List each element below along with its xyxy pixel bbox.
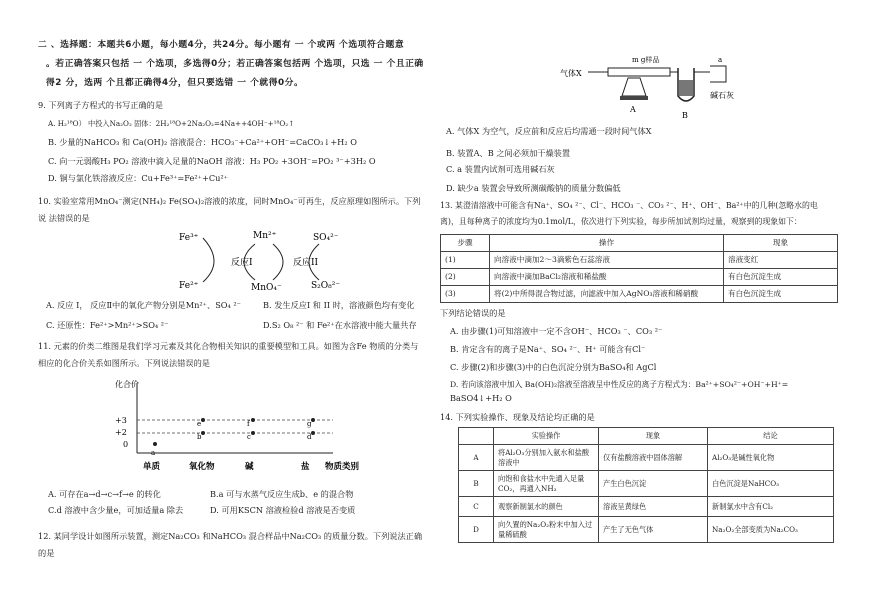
cell: 产生白色沉淀: [599, 471, 708, 497]
point-f: f: [247, 420, 250, 428]
table-row: [459, 517, 834, 543]
section-header-line1: 二 、选择题：本题共6小题，每小题4分，共24分。每小题有 一 个或两 个选项符合题意: [38, 40, 405, 50]
q10-option-c: C. 还原性：Fe²⁺>Mn²⁺>SO₄ ²⁻: [46, 320, 169, 330]
chart-ylabel: 化合价: [115, 380, 139, 389]
cell: (2): [441, 269, 490, 286]
q13-option-c: C. 步骤(2)和步骤(3)中的白色沉淀分别为BaSO₄和 AgCl: [450, 362, 657, 372]
table-row: [459, 471, 834, 497]
point-g: g: [307, 420, 312, 428]
header-step: 步骤: [441, 235, 490, 252]
q9-option-b: B. 少量的NaHCO₃ 和 Ca(OH)₂ 溶液混合：HCO₃⁻+Ca²⁺+OH⁻=CaCO₃↓+H₂ O: [48, 137, 357, 147]
cell: D: [459, 517, 494, 543]
drying-tube: [710, 66, 726, 82]
so4-label: SO₄²⁻: [313, 233, 339, 243]
q13-option-d-line2: BaSO4↓+H₂ O: [450, 393, 512, 403]
header-phenomenon: 现象: [724, 235, 838, 252]
mno4-label: MnO₄⁻: [251, 283, 282, 293]
cell: 向久置的Na₂O₂粉末中加入过量稀硫酸: [494, 517, 599, 543]
q13-stem-line2: 离)，且每种离子的浓度均为0.1mol/L，依次进行下列实验，每步所加试剂均过量，观察到的现象如下：: [440, 217, 802, 226]
label-small-a: a: [718, 56, 723, 64]
q14-stem: 14. 下列实验操作、现象及结论均正确的是: [440, 412, 595, 422]
cell: 将Al₂O₃分别加入氨水和盐酸溶液中: [494, 445, 599, 471]
cell: 仅有盐酸溶液中固体溶解: [599, 445, 708, 471]
cell: (3): [441, 286, 490, 303]
xcat-base: 碱: [245, 462, 254, 472]
header-phenomenon: 现象: [599, 428, 708, 445]
reaction-2-label: 反应II: [293, 258, 319, 268]
q13-table: [440, 234, 838, 303]
table-row: [459, 497, 834, 517]
ytick-plus2: +2: [115, 428, 127, 437]
table-row: [441, 286, 838, 303]
section-header-line2: 。若正确答案只包括 一 个选项，多选得0分；若正确答案包括两 个选项，只选 一 个且正确: [46, 59, 424, 69]
q12-option-d: D. 缺少a 装置会导致所测碳酸钠的质量分数偏低: [446, 183, 621, 193]
ytick-plus3: +3: [115, 416, 127, 425]
cell: 向溶液中滴加BaCl₂溶液和稀盐酸: [490, 269, 724, 286]
reaction-tube: [608, 68, 670, 76]
s2o8-label: S₂O₈²⁻: [311, 281, 341, 291]
q12-apparatus-diagram: [560, 52, 750, 124]
q13-after-table: 下列结论错误的是: [440, 308, 506, 318]
q10-stem-line2: 说 法错误的是: [38, 213, 90, 223]
label-b: B: [682, 111, 688, 120]
table-row: [441, 269, 838, 286]
q9-stem: 9. 下列离子方程式的书写正确的是: [38, 100, 164, 110]
soda-lime-label: 碱石灰: [710, 91, 734, 100]
sample-label: m g样品: [632, 56, 660, 64]
section-header-line3: 得2 分，选两 个且都正确得4分，但只要选错 一 个就得0分。: [46, 78, 304, 88]
point-d: d: [307, 433, 312, 441]
xcat-element: 单质: [143, 462, 161, 472]
arrow-fe-cycle: [203, 238, 214, 282]
cell: (1): [441, 252, 490, 269]
cell: C: [459, 497, 494, 517]
header-operation: 操作: [490, 235, 724, 252]
q12-stem-line2: 的是: [38, 548, 55, 558]
q13-option-a: A. 由步骤(1)可知溶液中一定不含OH⁻、HCO₃ ⁻、CO₃ ²⁻: [450, 326, 663, 336]
cell: 有白色沉淀生成: [724, 269, 838, 286]
cell: 新制氯水中含有Cl₂: [708, 497, 834, 517]
label-a: A: [630, 105, 636, 114]
q10-redox-cycle-diagram: [173, 226, 348, 298]
q14-table: [458, 427, 834, 543]
q11-option-b: B.a 可与水蒸气反应生成b、e 的混合物: [210, 489, 354, 499]
xcat-oxide: 氧化物: [189, 462, 215, 472]
burner: [622, 78, 646, 96]
point-a: a: [151, 449, 156, 457]
table-row: [441, 252, 838, 269]
table-row: [459, 445, 834, 471]
cell: 溶液呈黄绿色: [599, 497, 708, 517]
q11-stem-line2: 相应的化合价关系如图所示。下列说法错误的是: [38, 358, 210, 368]
q11-option-a: A. 可存在a→d→c→f→e 的转化: [48, 489, 161, 499]
q10-stem-line1: 10. 实验室常用MnO₄⁻测定(NH₄)₂ Fe(SO₄)₂溶液的浓度，同时MnO₄⁻可再生，反应原理如图所示。下列: [38, 196, 421, 206]
chart-points: [151, 418, 315, 457]
point-c: c: [247, 433, 251, 441]
q13-stem-line1: 13. 某澄清溶液中可能含有Na⁺、SO₄ ²⁻、Cl⁻、HCO₃ ⁻、CO₃ ²⁻、H⁺、OH⁻、Ba²⁺中的几种(忽略水的电: [440, 201, 818, 210]
q12-option-c: C. a 装置内试剂可选用碱石灰: [446, 164, 555, 174]
q13-option-d-line1: D. 若向该溶液中加入 Ba(OH)₂溶液至溶液呈中性反应的离子方程式为：Ba²⁺+SO₄²⁻+OH⁻+H⁺=: [450, 380, 789, 389]
q9-option-a: A. H₂¹⁸O） 中投入Na₂O₂ 固体：2H₂¹⁸O+2Na₂O₂=4Na++4OH⁻+¹⁸O₂↑: [48, 119, 295, 128]
q11-option-d: D. 可用KSCN 溶液检验d 溶液是否变质: [210, 505, 356, 515]
fe2-label: Fe²⁺: [179, 281, 199, 291]
q11-stem-line1: 11. 元素的价类二维图是我们学习元素及其化合物相关知识的重要模型和工具。如图为含Fe 物质的分类与: [38, 341, 419, 351]
ytick-zero: 0: [123, 440, 129, 449]
point-b: b: [197, 433, 202, 441]
cell: 向饱和食盐水中先通入足量CO₂，再通入NH₃: [494, 471, 599, 497]
fe3-label: Fe³⁺: [179, 233, 199, 243]
q10-option-a: A. 反应 I， 反应Ⅱ中的氧化产物分别是Mn²⁺、SO₄ ²⁻: [46, 300, 242, 310]
cell: Na₂O₂全部变质为Na₂CO₃: [708, 517, 834, 543]
reaction-1-label: 反应I: [231, 258, 253, 268]
q9-option-c: C. 向一元弱酸H₃ PO₂ 溶液中滴入足量的NaOH 溶液：H₃ PO₂ +3OH⁻=PO₂ ³⁻+3H₂ O: [48, 156, 376, 166]
q10-option-d: D.S₂ O₈ ²⁻ 和 Fe²⁺在水溶液中能大量共存: [263, 320, 417, 330]
arrow-mn-right: [273, 244, 283, 280]
cell: A: [459, 445, 494, 471]
q11-option-c: C.d 溶液中含少量e，可加适量a 除去: [48, 505, 184, 515]
cell: Al₂O₃是碱性氧化物: [708, 445, 834, 471]
cell: 产生了无色气体: [599, 517, 708, 543]
chart-xlabel: 物质类别: [325, 462, 360, 472]
cell: 白色沉淀是NaHCO₃: [708, 471, 834, 497]
q10-option-b: B. 发生反应I 和 II 时，溶液颜色均有变化: [263, 300, 415, 310]
q13-option-b: B. 肯定含有的离子是Na⁺、SO₄ ²⁻、H⁺ 可能含有Cl⁻: [450, 344, 646, 354]
cell: 将(2)中所得混合物过滤，向滤液中加入AgNO₃溶液和稀硝酸: [490, 286, 724, 303]
cell: 向溶液中滴加2～3滴紫色石蕊溶液: [490, 252, 724, 269]
cell: 溶液变红: [724, 252, 838, 269]
header-blank: [459, 428, 494, 445]
q9-option-d: D. 铜与氯化铁溶液反应：Cu+Fe³⁺=Fe²⁺+Cu²⁺: [48, 173, 228, 183]
cell: B: [459, 471, 494, 497]
cell: 有白色沉淀生成: [724, 286, 838, 303]
q12-stem-line1: 12. 某同学设计如图所示装置，测定Na₂CO₃ 和NaHCO₃ 混合样品中Na₂CO₃ 的质量分数。下列说法正确: [38, 531, 423, 541]
mn2-label: Mn²⁺: [253, 231, 277, 241]
xcat-salt: 盐: [301, 462, 310, 472]
table-header-row: [441, 235, 838, 252]
q11-valence-class-chart: [93, 375, 383, 485]
point-e: e: [197, 420, 202, 428]
q12-option-b: B. 装置A、B 之间必须加干燥装置: [446, 148, 571, 158]
header-conclusion: 结论: [708, 428, 834, 445]
cell: 观察新制氯水的颜色: [494, 497, 599, 517]
q12-option-a: A. 气体X 为空气，反应前和反应后均需通一段时间气体X: [446, 126, 652, 136]
gas-x-label: 气体X: [560, 69, 582, 78]
table-header-row: [459, 428, 834, 445]
header-operation: 实验操作: [494, 428, 599, 445]
